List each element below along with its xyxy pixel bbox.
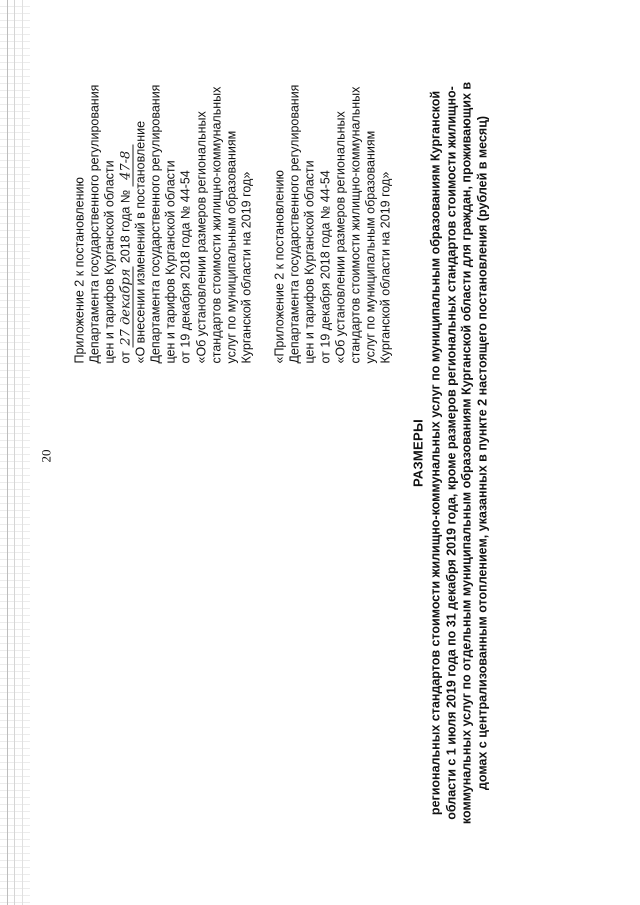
document-title-block xyxy=(410,40,490,865)
subtitle-line: коммунальных услуг по отдельным муниципальным образованиям Курганской области для граждан, проживающих в xyxy=(459,81,473,824)
annex-line: Департамента государственного регулирования xyxy=(87,84,102,363)
annex-line: «Приложение 2 к постановлению xyxy=(272,169,286,363)
subtitle-line: региональных стандартов стоимости жилищно-коммунальных услуг по муниципальным образованиям Курганской xyxy=(428,90,442,815)
annex-line: Курганской области на 2019 год» xyxy=(239,171,254,363)
document-subtitle xyxy=(428,40,490,865)
subtitle-line: области с 1 июля 2019 года по 31 декабря 2019 года, кроме размеров региональных стандартов стоимости жилищно- xyxy=(443,85,458,820)
date-year: 2018 года № xyxy=(117,189,132,263)
annex-line: от 19 декабря 2018 года № 44-54 xyxy=(317,169,332,363)
annex-line: «Об установлении размеров региональных xyxy=(332,110,347,363)
handwritten-doc-number: 47-8 xyxy=(119,144,133,186)
page-number: 20 xyxy=(38,449,53,462)
subtitle-line: домах с централизованным отоплением, указанных в пункте 2 настоящего постановления (рублей в месяц) xyxy=(474,115,489,790)
annex-line: услуг по муниципальным образованиям xyxy=(363,130,378,363)
annex-line: «О внесении изменений в постановление xyxy=(132,120,147,363)
annex-current-header xyxy=(72,23,254,363)
annex-line: цен и тарифов Курганской области xyxy=(163,159,178,363)
annex-line: «Об установлении размеров региональных xyxy=(193,110,208,363)
annex-line: от 19 декабря 2018 года № 44-54 xyxy=(178,169,193,363)
annex-line: Курганской области на 2019 год» xyxy=(378,171,393,363)
annex-date-line xyxy=(118,23,133,363)
annex-previous-header xyxy=(272,23,394,363)
annex-line: Департамента государственного регулирования xyxy=(287,84,302,363)
annex-line: цен и тарифов Курганской области xyxy=(302,159,317,363)
annex-line: услуг по муниципальным образованиям xyxy=(224,130,239,363)
annex-line: стандартов стоимости жилищно-коммунальных xyxy=(348,86,363,363)
annex-line: Приложение 2 к постановлению xyxy=(72,176,86,363)
date-prefix: от xyxy=(117,350,132,363)
annex-line: цен и тарифов Курганской области xyxy=(102,159,117,363)
document-heading: РАЗМЕРЫ xyxy=(410,418,425,487)
handwritten-date: 27 декабря xyxy=(117,268,133,346)
annex-line: стандартов стоимости жилищно-коммунальных xyxy=(208,86,223,363)
annex-line: Департамента государственного регулирования xyxy=(148,84,163,363)
